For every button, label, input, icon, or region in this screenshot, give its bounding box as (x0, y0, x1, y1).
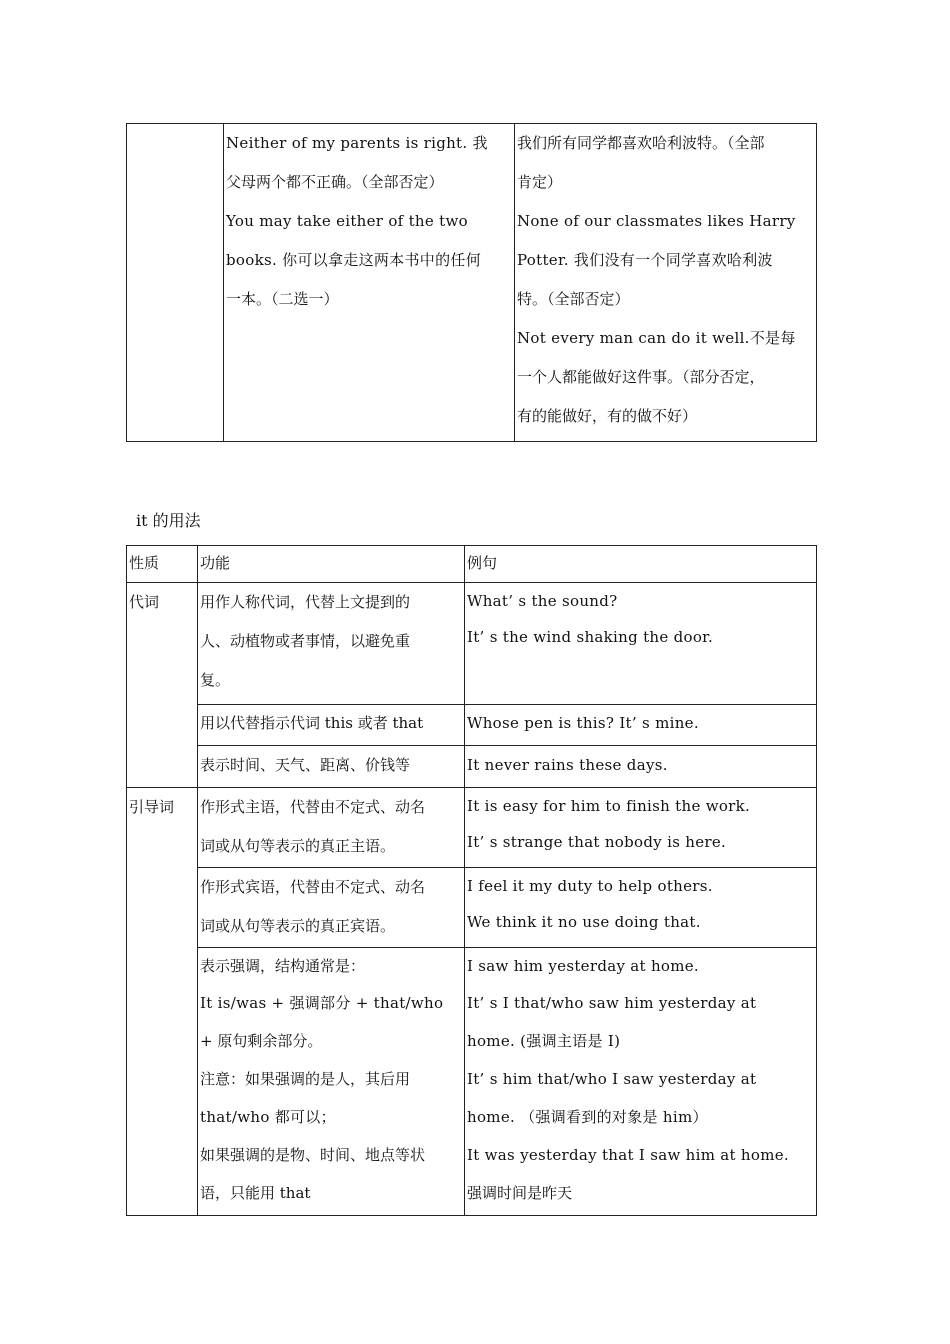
category-cell-introducer: 引导词 (127, 788, 198, 1216)
text-line: Neither of my parents is right. 我 (226, 134, 488, 152)
text-line: 特。（全部否定） (517, 290, 630, 308)
category-cell-pronoun: 代词 (127, 583, 198, 788)
quantifier-table (126, 123, 817, 442)
text-line: 我们所有同学都喜欢哈利波特。（全部 (517, 134, 765, 152)
header-example: 例句 (465, 546, 817, 583)
example-cell: It is easy for him to finish the work. It’ s strange that nobody is here. (465, 788, 817, 868)
section-title: it 的用法 (136, 511, 201, 530)
header-function: 功能 (198, 546, 465, 583)
table-row (127, 124, 817, 442)
example-cell: Whose pen is this? It’ s mine. (465, 705, 817, 746)
table-row (127, 746, 817, 788)
table-row (127, 788, 817, 868)
example-cell: What’ s the sound? It’ s the wind shaking the door. (465, 583, 817, 705)
example-cell: It never rains these days. (465, 746, 817, 788)
function-cell: 表示时间、天气、距离、价钱等 (198, 746, 465, 788)
text-line: 肯定） (517, 173, 563, 191)
text-line: Not every man can do it well.不是每 (517, 329, 796, 347)
table-row (127, 868, 817, 948)
table-row (127, 948, 817, 1216)
text-line: Potter. 我们没有一个同学喜欢哈利波 (517, 251, 773, 269)
text-line: None of our classmates likes Harry (517, 212, 796, 230)
it-usage-table (126, 545, 817, 1216)
text-line: 一个人都能做好这件事。（部分否定， (517, 368, 765, 386)
text-line: 父母两个都不正确。（全部否定） (226, 173, 444, 191)
text-line: books. 你可以拿走这两本书中的任何 (226, 251, 481, 269)
table-header-row (127, 546, 817, 583)
table-cell-empty (127, 124, 224, 442)
text-line: 有的能做好，有的做不好） (517, 407, 698, 425)
function-cell: 表示强调，结构通常是： It is/was + 强调部分 + that/who + 原句剩余部分。 注意：如果强调的是人，其后用 that/who 都可以； 如果强调的是物、时间、地点等状 语，只能用 that (198, 948, 465, 1216)
text-line: You may take either of the two (226, 212, 468, 230)
function-cell: 用作人称代词，代替上文提到的 人、动植物或者事情，以避免重 复。 (198, 583, 465, 705)
table-cell-examples-left (224, 124, 515, 442)
table-cell-examples-right (515, 124, 817, 442)
example-cell: I saw him yesterday at home. It’ s I that/who saw him yesterday at home. (强调主语是 I) It’ s him that/who I saw yesterday at home. （强调看到的对象是 him） It was yesterday that I saw him at home. 强调时间是昨天 (465, 948, 817, 1216)
example-cell: I feel it my duty to help others. We think it no use doing that. (465, 868, 817, 948)
function-cell: 作形式主语，代替由不定式、动名 词或从句等表示的真正主语。 (198, 788, 465, 868)
function-cell: 用以代替指示代词 this 或者 that (198, 705, 465, 746)
function-cell: 作形式宾语，代替由不定式、动名 词或从句等表示的真正宾语。 (198, 868, 465, 948)
table-row (127, 705, 817, 746)
header-nature: 性质 (127, 546, 198, 583)
text-line: 一本。（二选一） (226, 290, 339, 308)
table-row (127, 583, 817, 705)
